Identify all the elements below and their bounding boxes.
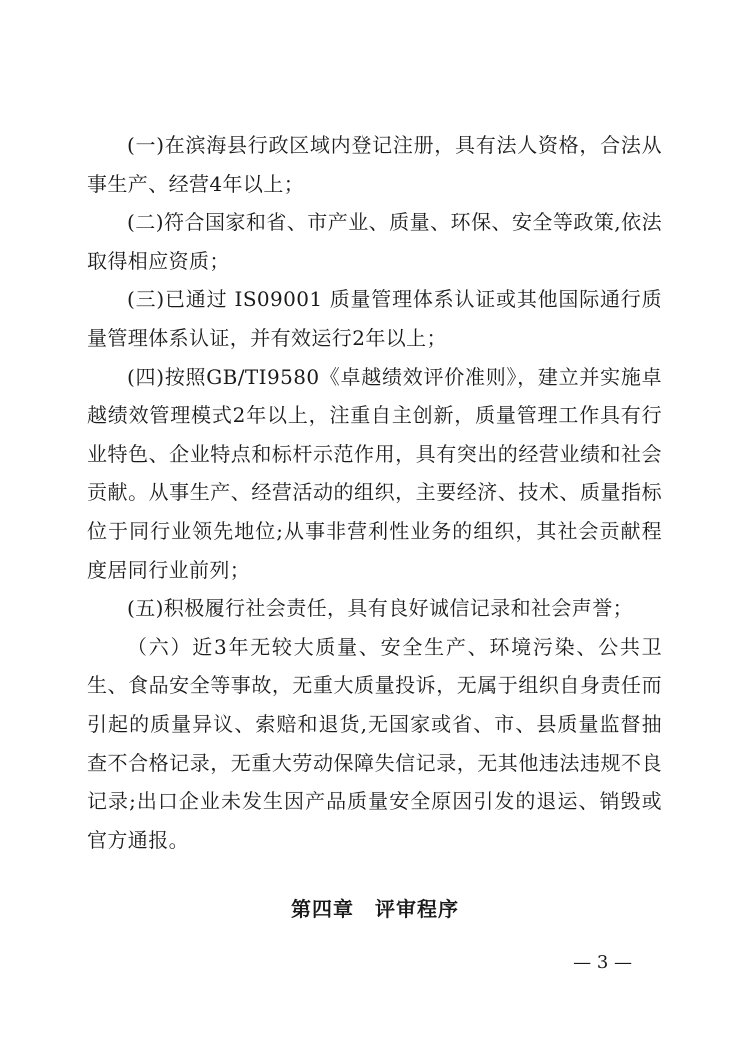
chapter-title: 第四章 评审程序: [291, 897, 459, 921]
body-text: [87, 126, 662, 859]
paragraph-1: (一)在滨海县行政区域内登记注册，具有法人资格，合法从事生产、经营4年以上；: [87, 133, 662, 196]
paragraph-6: （六）近3年无较大质量、安全生产、环境污染、公共卫生、食品安全等事故，无重大质量投诉，无属于组织自身责任而引起的质量异议、索赔和退货,无国家或省、市、县质量监督抽查不合格记录，无重大劳动保障失信记录，无其他违法违规不良记录;出口企业未发生因产品质量安全原因引发的退运、销毁或官方通报。: [87, 634, 662, 852]
paragraph-4: (四)按照GB/TI9580《卓越绩效评价准则》，建立并实施卓越绩效管理模式2年以上，注重自主创新，质量管理工作具有行业特色、企业特点和标杆示范作用，具有突出的经营业绩和社会贡献。从事生产、经营活动的组织，主要经济、技术、质量指标位于同行业领先地位;从事非营利性业务的组织，其社会贡献程度居同行业前列；: [87, 364, 662, 582]
paragraph-2: (二)符合国家和省、市产业、质量、环保、安全等政策,依法取得相应资质；: [87, 210, 662, 273]
paragraph-3: (三)已通过 IS09001 质量管理体系认证或其他国际通行质量管理体系认证，并有效运行2年以上；: [87, 287, 662, 350]
paragraph-5: (五)积极履行社会责任，具有良好诚信记录和社会声誉；: [127, 596, 634, 621]
page-number: — 3 —: [573, 952, 632, 973]
